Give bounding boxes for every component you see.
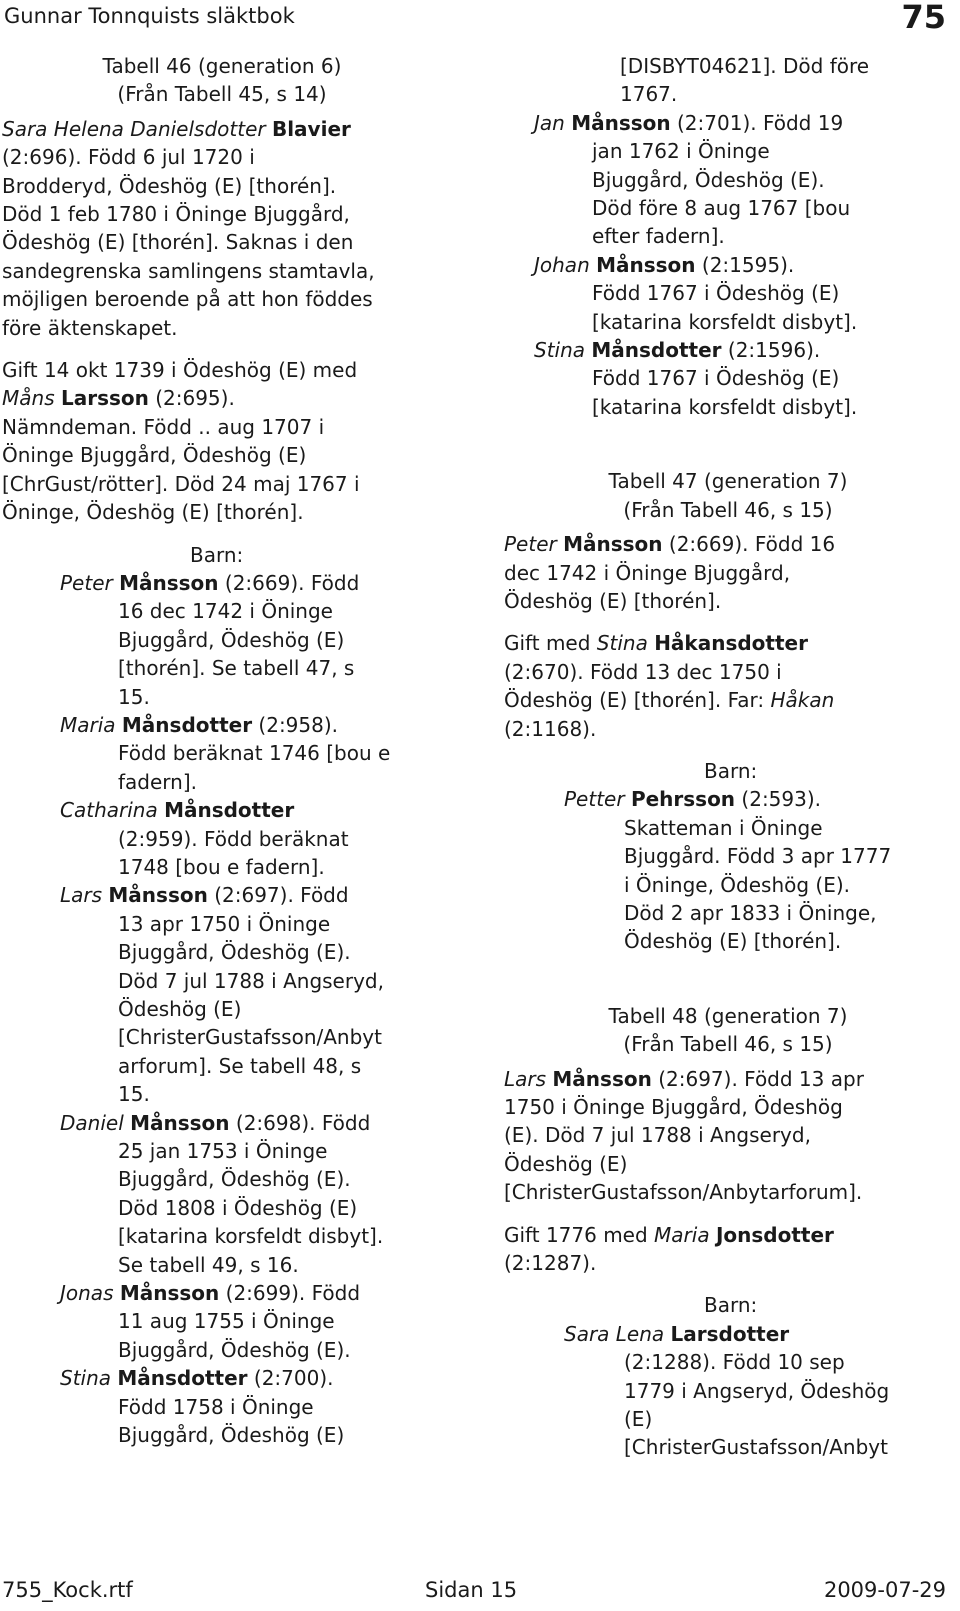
surname: Månsdotter	[164, 798, 295, 823]
text-line: 1767.	[620, 82, 678, 107]
main-person	[504, 1065, 958, 1207]
surname: Månsson	[552, 1066, 652, 1091]
main-person	[2, 115, 454, 342]
text-line: (2:1288). Född 10 sep	[624, 1350, 845, 1375]
text-line: Bjuggård, Ödeshög (E)	[118, 627, 345, 652]
surname: Månsson	[130, 1110, 230, 1135]
text-line: (2:700).	[247, 1366, 334, 1391]
text-line: 1750 i Öninge Bjuggård, Ödeshög	[504, 1095, 843, 1119]
main-person	[504, 530, 958, 615]
child-entry	[60, 1279, 454, 1364]
child-entry	[60, 569, 454, 711]
child-entry	[564, 1320, 958, 1462]
children-list	[2, 569, 454, 1450]
text-line: Bjuggård, Ödeshög (E).	[118, 940, 351, 965]
text-line: Ödeshög (E)	[118, 997, 242, 1021]
surname: Månsson	[119, 1281, 220, 1306]
surname: Månsson	[563, 532, 663, 557]
text-line: Född 1767 i Ödeshög (E)	[592, 281, 840, 306]
children-label: Barn:	[704, 1293, 758, 1318]
text-line: Död före 8 aug 1767 [bou	[592, 196, 851, 221]
given-name: Stina	[60, 1366, 112, 1391]
text-line: (2:695).	[148, 386, 235, 411]
text-line: Ödeshög (E) [thorén]. Saknas i den	[2, 230, 354, 255]
text-line: Nämndeman. Född .. aug 1707 i	[2, 414, 325, 439]
table-source: (Från Tabell 46, s 15)	[623, 497, 833, 522]
text-line: (2:1287).	[504, 1251, 597, 1276]
text-line: 1779 i Angseryd, Ödeshög	[624, 1378, 890, 1403]
text-line: Öninge, Ödeshög (E) [thorén].	[2, 500, 304, 525]
given-name: Peter	[60, 570, 113, 595]
text-line: (2:669). Född	[218, 570, 360, 595]
page-header-title: Gunnar Tonnquists släktbok	[4, 4, 295, 28]
text-line: Bjuggård, Ödeshög (E)	[118, 1423, 345, 1448]
text-line: Ödeshög (E)	[504, 1151, 628, 1176]
spouse-given-name: Måns	[2, 386, 55, 411]
surname: Månsson	[596, 252, 696, 277]
text-line: fadern].	[118, 769, 198, 794]
marriage	[504, 629, 958, 743]
text-line: (2:959). Född beräknat	[118, 826, 349, 851]
given-name: Sara Helena Danielsdotter	[2, 116, 266, 141]
text-line: (2:593).	[735, 787, 822, 812]
text-line: (2:1595).	[695, 252, 795, 277]
text-line: 15.	[118, 1082, 150, 1107]
given-name: Jonas	[60, 1281, 114, 1306]
text-line: Bjuggård, Ödeshög (E).	[118, 1167, 351, 1192]
child-entry	[60, 711, 454, 796]
given-name: Daniel	[60, 1110, 124, 1135]
child-entry	[60, 1109, 454, 1279]
child-entry	[534, 336, 958, 421]
text-line: Född 1758 i Öninge	[118, 1394, 314, 1419]
text-line: Bjuggård, Ödeshög (E).	[592, 167, 825, 192]
text-line: [katarina korsfeldt disbyt].	[118, 1224, 384, 1249]
child-entry	[60, 881, 454, 1108]
child-entry	[60, 796, 454, 881]
text-line: möjligen beroende på att hon föddes	[2, 287, 373, 312]
text-line: Gift 14 okt 1739 i Ödeshög (E) med	[2, 358, 358, 383]
text-line: (2:958).	[252, 712, 339, 737]
text-line: [ChrGust/rötter]. Död 24 maj 1767 i	[2, 471, 360, 496]
text-line: före äktenskapet.	[2, 315, 178, 340]
text-line: Ödeshög (E) [thorén].	[504, 588, 722, 613]
text-line: arforum]. Se tabell 48, s	[118, 1053, 362, 1078]
text-line: [DISBYT04621]. Död före	[620, 54, 870, 78]
text-line: [katarina korsfeldt disbyt].	[592, 309, 858, 334]
children-list	[476, 109, 958, 421]
text-line: (E). Död 7 jul 1788 i Angseryd,	[504, 1123, 811, 1148]
text-line: Död 1 feb 1780 i Öninge Bjuggård,	[2, 202, 350, 227]
continued-entry	[518, 52, 958, 109]
child-entry	[60, 1364, 454, 1449]
text-line: (2:1596).	[721, 338, 821, 363]
text-line: i Öninge, Ödeshög (E).	[624, 872, 851, 897]
text-line: sandegrenska samlingens stamtavla,	[2, 258, 375, 283]
given-name: Lars	[60, 883, 103, 908]
text-line: Bjuggård, Ödeshög (E).	[118, 1337, 351, 1362]
text-line: Död 7 jul 1788 i Angseryd,	[118, 968, 384, 993]
table-heading: Tabell 47 (generation 7)	[608, 469, 848, 494]
surname: Blavier	[271, 116, 351, 141]
text-line: 13 apr 1750 i Öninge	[118, 911, 331, 936]
text-line: (E)	[624, 1407, 653, 1432]
father-given-name: Håkan	[770, 688, 835, 713]
text-line: (2:697). Född 13 apr	[651, 1066, 864, 1091]
footer-page: Sidan 15	[425, 1578, 518, 1602]
table-heading: Tabell 46 (generation 6)	[102, 54, 342, 78]
text-line: Brodderyd, Ödeshög (E) [thorén].	[2, 173, 337, 198]
text-line: Gift 1776 med	[504, 1222, 655, 1247]
spouse-given-name: Maria	[654, 1222, 710, 1247]
text-line: Född 1767 i Ödeshög (E)	[592, 366, 840, 391]
text-line: dec 1742 i Öninge Bjuggård,	[504, 560, 791, 585]
text-line: Född beräknat 1746 [bou e	[118, 741, 391, 766]
child-entry	[534, 251, 958, 336]
footer-filename: 755_Kock.rtf	[2, 1578, 133, 1602]
text-line: 11 aug 1755 i Öninge	[118, 1309, 335, 1334]
given-name: Jan	[534, 110, 565, 135]
text-line: (2:699). Född	[219, 1281, 361, 1306]
text-line: (2:670). Född 13 dec 1750 i	[504, 659, 782, 684]
surname: Månsdotter	[591, 338, 722, 363]
text-line: Bjuggård. Född 3 apr 1777	[624, 844, 892, 869]
given-name: Maria	[60, 712, 116, 737]
given-name: Johan	[534, 252, 590, 277]
table-source: (Från Tabell 45, s 14)	[117, 82, 327, 107]
text-line: Skatteman i Öninge	[624, 815, 823, 840]
text-line: 25 jan 1753 i Öninge	[118, 1139, 328, 1164]
given-name: Lars	[504, 1066, 547, 1091]
text-line: Gift med	[504, 631, 597, 656]
text-line: (2:698). Född	[229, 1110, 371, 1135]
surname: Månsson	[108, 883, 208, 908]
text-line: [katarina korsfeldt disbyt].	[592, 394, 858, 419]
given-name: Stina	[534, 338, 586, 363]
table-source: (Från Tabell 46, s 15)	[623, 1032, 833, 1057]
page-number: 75	[901, 0, 946, 36]
surname: Månsson	[119, 570, 219, 595]
given-name: Catharina	[60, 798, 158, 823]
text-line: Död 2 apr 1833 i Öninge,	[624, 900, 877, 925]
text-line: Ödeshög (E) [thorén].	[624, 929, 842, 954]
child-entry	[534, 109, 958, 251]
text-line: 15.	[118, 684, 150, 709]
given-name: Peter	[504, 532, 557, 557]
text-line: efter fadern].	[592, 224, 725, 249]
given-name: Petter	[564, 787, 625, 812]
surname: Pehrsson	[630, 787, 736, 812]
given-name: Sara Lena	[564, 1321, 665, 1346]
surname: Månsson	[571, 110, 671, 135]
marriage	[2, 356, 454, 526]
text-line: (2:669). Född 16	[662, 532, 836, 557]
text-line: 16 dec 1742 i Öninge	[118, 599, 333, 624]
table-heading: Tabell 48 (generation 7)	[608, 1003, 848, 1028]
text-line: (2:1168).	[504, 716, 597, 741]
text-line: [ChristerGustafsson/Anbyt	[118, 1025, 382, 1050]
text-line: (2:697). Född	[207, 883, 349, 908]
left-column	[2, 52, 454, 1450]
text-line: [thorén]. Se tabell 47, s	[118, 656, 355, 681]
spouse-surname: Håkansdotter	[654, 631, 808, 656]
text-line: Se tabell 49, s 16.	[118, 1252, 299, 1277]
surname: Månsdotter	[117, 1366, 248, 1391]
text-line: [ChristerGustafsson/Anbyt	[624, 1435, 888, 1460]
text-line: Öninge Bjuggård, Ödeshög (E)	[2, 443, 307, 468]
text-line: [ChristerGustafsson/Anbytarforum].	[504, 1180, 863, 1205]
text-line: (2:696). Född 6 jul 1720 i	[2, 145, 255, 170]
children-label: Barn:	[190, 542, 244, 567]
children-label: Barn:	[704, 758, 758, 783]
text-line: (2:701). Född 19	[670, 110, 844, 135]
text-line: Ödeshög (E) [thorén]. Far:	[504, 688, 771, 713]
marriage	[504, 1221, 958, 1278]
text-line: jan 1762 i Öninge	[592, 139, 770, 164]
footer-date: 2009-07-29	[823, 1578, 946, 1602]
surname: Larsdotter	[670, 1321, 790, 1346]
text-line: Död 1808 i Ödeshög (E)	[118, 1195, 358, 1220]
text-line: 1748 [bou e fadern].	[118, 854, 325, 879]
surname: Månsdotter	[121, 712, 253, 737]
spouse-given-name: Stina	[596, 631, 648, 656]
child-entry	[564, 785, 958, 955]
spouse-surname: Larsson	[60, 386, 149, 411]
spouse-surname: Jonsdotter	[715, 1222, 834, 1247]
right-column	[504, 52, 958, 1462]
